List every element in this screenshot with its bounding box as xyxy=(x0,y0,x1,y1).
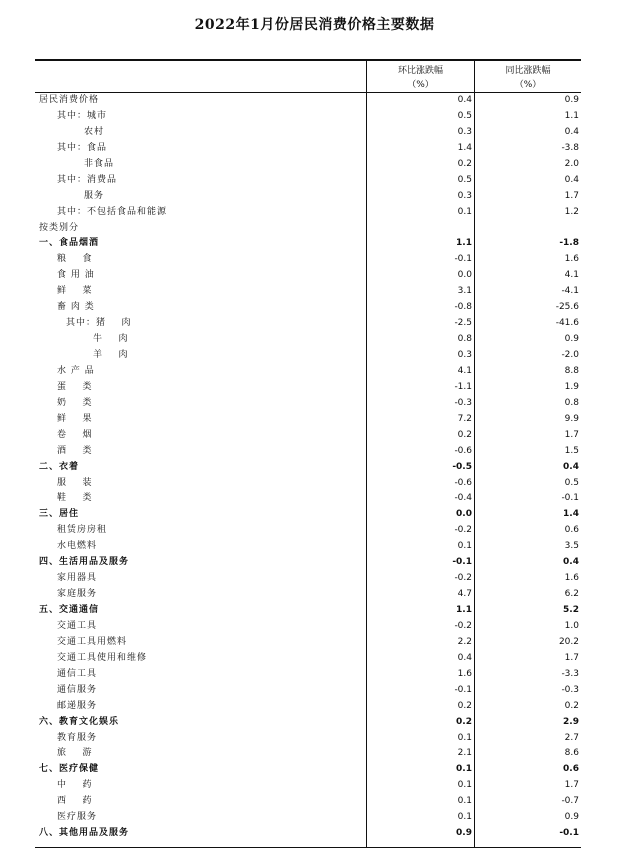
mom-value: -0.8 xyxy=(454,302,472,313)
header-yoy-unit: （%） xyxy=(514,80,542,90)
table-row xyxy=(35,683,581,699)
yoy-value: 8.8 xyxy=(564,365,579,376)
mom-value: -1.1 xyxy=(454,381,472,392)
row-label: 农村 xyxy=(84,126,105,137)
header-mom-label: 环比涨跌幅 xyxy=(397,66,443,76)
row-label: 羊 肉 xyxy=(93,350,129,360)
mom-value: 0.1 xyxy=(457,541,472,552)
row-label: 家用器具 xyxy=(57,573,98,584)
table-row xyxy=(35,125,581,141)
yoy-value: -1.8 xyxy=(559,238,579,249)
mom-value: -0.5 xyxy=(452,461,472,472)
table-row xyxy=(35,603,581,619)
yoy-value: 0.9 xyxy=(564,812,579,823)
mom-value: -0.2 xyxy=(454,620,472,631)
table-row xyxy=(35,412,581,428)
table-row xyxy=(35,380,581,396)
yoy-value: 1.7 xyxy=(564,652,579,663)
table-row xyxy=(35,428,581,444)
table-row xyxy=(35,444,581,460)
yoy-value: -2.0 xyxy=(561,350,579,360)
table-row xyxy=(35,476,581,492)
row-label: 水 产 品 xyxy=(57,365,95,376)
table-row xyxy=(35,667,581,683)
header-mom-unit: （%） xyxy=(407,80,434,90)
table-row xyxy=(35,109,581,125)
table-row xyxy=(35,300,581,316)
row-label: 食 用 油 xyxy=(57,270,95,281)
mom-value: 0.2 xyxy=(456,716,472,727)
table-row xyxy=(35,523,581,539)
row-label: 通信服务 xyxy=(57,684,98,695)
table-row xyxy=(35,507,581,523)
row-label: 畜 肉 类 xyxy=(57,302,95,313)
mom-value: 0.3 xyxy=(457,190,472,201)
table-row xyxy=(35,555,581,571)
yoy-value: 0.4 xyxy=(563,461,579,472)
table-row xyxy=(35,157,581,173)
table-row xyxy=(35,364,581,380)
mom-value: -0.1 xyxy=(454,684,472,695)
table-row xyxy=(35,189,581,205)
yoy-value: 2.7 xyxy=(564,732,579,743)
mom-value: 0.2 xyxy=(457,429,472,440)
row-label: 六、教育文化娱乐 xyxy=(39,716,120,727)
row-label: 五、交通通信 xyxy=(39,605,100,615)
table-row xyxy=(35,93,581,109)
row-label: 二、衣着 xyxy=(39,461,80,472)
table-bottom-rule xyxy=(35,847,581,848)
mom-value: 4.1 xyxy=(457,365,472,376)
yoy-value: 0.9 xyxy=(564,95,579,105)
mom-value: 0.2 xyxy=(457,158,472,169)
yoy-value: -0.1 xyxy=(559,828,579,839)
yoy-value: 0.6 xyxy=(564,525,579,536)
table-row xyxy=(35,268,581,284)
mom-value: 3.1 xyxy=(457,286,472,297)
yoy-value: -3.8 xyxy=(561,142,579,153)
row-label: 中 药 xyxy=(57,780,93,791)
mom-value: -0.1 xyxy=(452,557,472,568)
yoy-value: 1.7 xyxy=(564,780,579,791)
mom-value: -0.6 xyxy=(454,477,472,488)
row-label: 教育服务 xyxy=(57,732,98,743)
table-row xyxy=(35,619,581,635)
yoy-value: 9.9 xyxy=(564,413,579,424)
row-label: 蛋 类 xyxy=(57,381,93,392)
row-label: 旅 游 xyxy=(57,748,93,759)
yoy-value: 5.2 xyxy=(563,605,579,615)
yoy-value: 0.5 xyxy=(564,477,579,488)
mom-value: 0.5 xyxy=(457,110,472,121)
mom-value: 1.1 xyxy=(456,238,472,249)
mom-value: 1.6 xyxy=(457,668,472,679)
mom-value: 7.2 xyxy=(457,413,472,424)
mom-value: 0.1 xyxy=(457,812,472,823)
mom-value: -2.5 xyxy=(454,318,472,329)
row-label: 西 药 xyxy=(57,796,93,807)
yoy-value: 1.2 xyxy=(564,206,579,217)
mom-value: -0.4 xyxy=(454,493,472,504)
table-top-rule xyxy=(35,59,581,61)
table-row xyxy=(35,141,581,157)
yoy-value: 0.9 xyxy=(564,334,579,345)
table-row xyxy=(35,460,581,476)
yoy-value: 0.4 xyxy=(563,557,579,568)
mom-value: -0.2 xyxy=(454,573,472,584)
yoy-value: 0.4 xyxy=(564,174,579,185)
mom-value: 0.2 xyxy=(457,700,472,711)
yoy-value: 1.1 xyxy=(564,110,579,121)
row-label: 邮递服务 xyxy=(57,700,98,711)
yoy-value: -41.6 xyxy=(555,318,579,329)
yoy-value: 1.5 xyxy=(564,445,579,456)
row-label: 鲜 菜 xyxy=(57,286,93,297)
row-label: 通信工具 xyxy=(57,668,98,679)
yoy-value: 0.6 xyxy=(563,764,579,775)
yoy-value: 2.0 xyxy=(564,158,579,169)
yoy-value: -3.3 xyxy=(561,668,579,679)
yoy-value: 1.6 xyxy=(564,254,579,265)
row-label: 交通工具 xyxy=(57,620,98,631)
mom-value: -0.3 xyxy=(454,397,472,408)
row-label: 其中：食品 xyxy=(57,142,108,153)
table-row xyxy=(35,762,581,778)
yoy-value: 1.4 xyxy=(563,509,579,520)
row-label: 水电燃料 xyxy=(57,541,98,552)
row-label: 鲜 果 xyxy=(57,413,93,424)
mom-value: 1.4 xyxy=(457,142,472,153)
table-row xyxy=(35,396,581,412)
table-row xyxy=(35,236,581,252)
yoy-value: -25.6 xyxy=(555,302,579,313)
mom-value: 0.3 xyxy=(457,126,472,137)
table-body xyxy=(35,93,581,842)
mom-value: 0.9 xyxy=(456,828,472,839)
table-row xyxy=(35,587,581,603)
row-label: 服务 xyxy=(84,190,105,201)
row-label: 其中：猪 肉 xyxy=(66,318,132,329)
table-row xyxy=(35,826,581,842)
row-label: 一、食品烟酒 xyxy=(39,238,100,249)
yoy-value: 2.9 xyxy=(563,716,579,727)
mom-value: 1.1 xyxy=(456,605,472,615)
row-label: 按类别分 xyxy=(39,222,80,233)
row-label: 其中：城市 xyxy=(57,110,108,121)
mom-value: 0.1 xyxy=(456,764,472,775)
table-row xyxy=(35,635,581,651)
table-row xyxy=(35,539,581,555)
mom-value: -0.6 xyxy=(454,445,472,456)
table-row xyxy=(35,173,581,189)
table-row xyxy=(35,221,581,237)
mom-value: 0.1 xyxy=(457,206,472,217)
mom-value: 4.7 xyxy=(457,589,472,600)
yoy-value: 1.7 xyxy=(564,429,579,440)
mom-value: 0.0 xyxy=(457,270,472,281)
row-label: 八、其他用品及服务 xyxy=(39,828,130,839)
mom-value: 0.1 xyxy=(457,796,472,807)
yoy-value: 20.2 xyxy=(558,636,579,647)
row-label: 家庭服务 xyxy=(57,589,98,600)
row-label: 奶 类 xyxy=(57,397,93,408)
yoy-value: -0.7 xyxy=(561,796,579,807)
header-yoy-label: 同比涨跌幅 xyxy=(505,66,551,76)
table-row xyxy=(35,348,581,364)
row-label: 七、医疗保健 xyxy=(39,764,100,775)
mom-value: 0.1 xyxy=(457,780,472,791)
table-row xyxy=(35,731,581,747)
header-yoy xyxy=(475,64,581,92)
yoy-value: 0.2 xyxy=(564,700,579,711)
row-label: 鞋 类 xyxy=(57,493,93,504)
yoy-value: 1.7 xyxy=(564,190,579,201)
mom-value: -0.2 xyxy=(454,525,472,536)
row-label: 交通工具使用和维修 xyxy=(57,652,148,663)
table-row xyxy=(35,571,581,587)
yoy-value: 4.1 xyxy=(564,270,579,281)
mom-value: 2.2 xyxy=(457,636,472,647)
table-row xyxy=(35,778,581,794)
row-label: 其中：消费品 xyxy=(57,174,118,185)
yoy-value: 1.0 xyxy=(564,620,579,631)
table-row xyxy=(35,252,581,268)
table-row xyxy=(35,699,581,715)
mom-value: 0.3 xyxy=(457,350,472,360)
table-row xyxy=(35,810,581,826)
mom-value: 0.4 xyxy=(457,652,472,663)
table-row xyxy=(35,205,581,221)
yoy-value: 1.9 xyxy=(564,381,579,392)
mom-value: 2.1 xyxy=(457,748,472,759)
table-row xyxy=(35,651,581,667)
yoy-value: -0.3 xyxy=(561,684,579,695)
header-mom xyxy=(367,64,474,92)
row-label: 服 装 xyxy=(57,477,93,488)
row-label: 租赁房房租 xyxy=(57,525,108,536)
table-row xyxy=(35,794,581,810)
table-row xyxy=(35,715,581,731)
row-label: 四、生活用品及服务 xyxy=(39,557,130,568)
yoy-value: 0.4 xyxy=(564,126,579,137)
row-label: 酒 类 xyxy=(57,445,93,456)
mom-value: 0.1 xyxy=(457,732,472,743)
row-label: 居民消费价格 xyxy=(39,95,100,105)
mom-value: 0.0 xyxy=(456,509,472,520)
row-label: 牛 肉 xyxy=(93,334,129,345)
row-label: 三、居住 xyxy=(39,509,80,520)
yoy-value: 0.8 xyxy=(564,397,579,408)
mom-value: 0.5 xyxy=(457,174,472,185)
table-row xyxy=(35,316,581,332)
row-label: 医疗服务 xyxy=(57,812,98,823)
page-title: 2022年1月份居民消费价格主要数据 xyxy=(194,17,435,33)
yoy-value: 6.2 xyxy=(564,589,579,600)
table-row xyxy=(35,332,581,348)
yoy-value: 8.6 xyxy=(564,748,579,759)
row-label: 卷 烟 xyxy=(57,429,93,440)
row-label: 粮 食 xyxy=(57,254,93,265)
yoy-value: -0.1 xyxy=(561,493,579,504)
mom-value: 0.4 xyxy=(457,95,472,105)
yoy-value: -4.1 xyxy=(561,286,579,297)
row-label: 非食品 xyxy=(84,158,115,169)
row-label: 其中：不包括食品和能源 xyxy=(57,206,168,217)
mom-value: 0.8 xyxy=(457,334,472,345)
yoy-value: 1.6 xyxy=(564,573,579,584)
row-label: 交通工具用燃料 xyxy=(57,636,128,647)
mom-value: -0.1 xyxy=(454,254,472,265)
table-row xyxy=(35,284,581,300)
yoy-value: 3.5 xyxy=(564,541,579,552)
table-row xyxy=(35,491,581,507)
table-row xyxy=(35,746,581,762)
